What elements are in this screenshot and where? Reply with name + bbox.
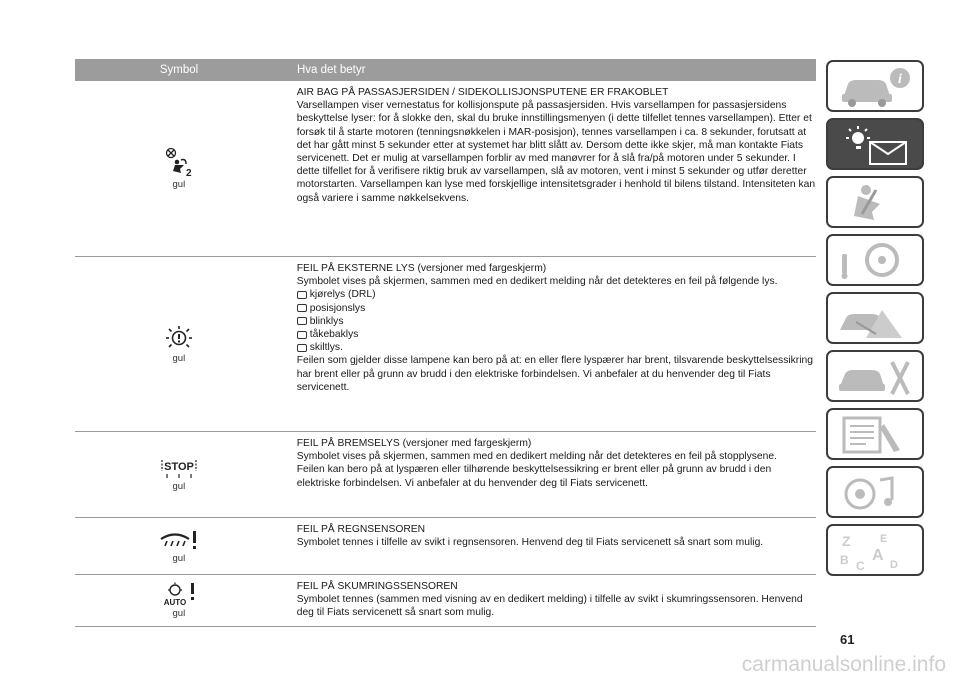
row-text: Feilen kan bero på at lyspæren eller tilhørende beskyttelsessikring er brent eller på grunn av brudd i den elektriske forbindelsen. Vi anbefaler at du henvender deg til Fiats servicenett. [296, 464, 772, 489]
light-bullet-icon [297, 317, 307, 325]
table-header [75, 59, 816, 81]
symbol-color-label: gul [172, 481, 186, 492]
row-title: AIR BAG PÅ PASSASJERSIDEN / SIDEKOLLISJONSPUTENE ER FRAKOBLET [296, 87, 669, 98]
tab-multimedia[interactable] [826, 466, 924, 518]
svg-text:C: C [856, 559, 865, 572]
svg-text:A: A [872, 547, 884, 564]
symbol-cell [75, 575, 283, 626]
symbol-cell [75, 81, 283, 256]
table-row [75, 575, 816, 627]
table-row [75, 432, 816, 518]
auto-icon-text: AUTO [163, 598, 187, 606]
stop-light-fault-icon [159, 457, 199, 479]
tab-maintenance[interactable] [826, 350, 924, 402]
row-title: FEIL PÅ BREMSELYS (versjoner med fargeskjerm) [296, 438, 532, 449]
tab-car-info[interactable] [826, 60, 924, 112]
row-text: Symbolet tennes (sammen med visning av en dedikert melding) i tilfelle av svikt i skumringssensoren. Henvend deg til Fiats servicenett så snart som mulig. [296, 594, 803, 619]
svg-text:Z: Z [842, 533, 851, 549]
meaning-cell [283, 518, 816, 574]
tab-emergency[interactable] [826, 292, 924, 344]
rain-sensor-fault-icon [159, 529, 199, 551]
light-bullet-icon [297, 331, 307, 339]
meaning-cell [283, 81, 816, 256]
multimedia-icon [836, 472, 916, 514]
row-title: FEIL PÅ SKUMRINGSSENSOREN [296, 581, 458, 592]
row-text: Varsellampen viser vernestatus for kollisjonspute på passasjersiden. Hvis varsellampen for passasjersidens beskyttelse lyser: for å slokke den, skal du bruke innstillingsmenyen (i dette tilfellet tennes varsellampen). Etter et forsøk til å starte motoren (tenningsnøkkelen i MAR-posisjon), tennes varsellampen i ca. 8 sekunder, forutsatt at det har gått minst 5 sekunder etter at systemet har blitt slått av. Dersom dette ikke skjer, må man kontakte Fiats servicenett. Det er mulig at varsellampen forblir av med manøvrer for å slå fra/på motoren under 5 sekunder. I dette tilfellet for å verifisere riktig bruk av varsellampen, slå av motoren, vent i minst 5 sekunder og utfør deretter motorstarten. Varsellampen kan lyse med forskjellige intensitetsgrader i henhold til bilens tilstand. Intensiteten kan også variere i samme nøkkelsekvens. [296, 100, 816, 204]
table-row [75, 81, 816, 257]
table-row [75, 257, 816, 432]
symbol-color-label: gul [172, 179, 186, 190]
steering-key-icon [836, 240, 916, 282]
row-text: Symbolet tennes i tilfelle av svikt i regnsensoren. Henvend deg til Fiats servicenett så snart som mulig. [296, 537, 764, 549]
list-item-label: tåkebaklys [309, 329, 359, 341]
meaning-cell [283, 432, 816, 517]
passenger-airbag-off-icon [164, 147, 194, 177]
svg-text:2: 2 [185, 168, 192, 177]
svg-text:E: E [880, 533, 888, 545]
twilight-sensor-fault-icon [161, 582, 197, 606]
symbol-cell [75, 518, 283, 574]
list-item-label: blinklys [309, 315, 344, 327]
car-info-icon [836, 66, 916, 108]
svg-text:i: i [898, 72, 902, 87]
chapter-sidebar [826, 60, 928, 582]
table-row [75, 518, 816, 575]
row-text: Symbolet vises på skjermen, sammen med en dedikert melding når det detekteres en feil på følgende lys. [296, 276, 778, 288]
symbol-color-label: gul [172, 352, 186, 364]
meaning-cell [283, 257, 816, 431]
watermark: carmanualsonline.info [741, 653, 946, 676]
row-title: FEIL PÅ EKSTERNE LYS (versjoner med fargeskjerm) [296, 263, 547, 274]
header-symbol: Symbol [159, 64, 199, 76]
exterior-light-fault-icon [165, 325, 193, 351]
emergency-icon [836, 298, 916, 340]
maintenance-icon [836, 356, 916, 398]
symbol-color-label: gul [172, 608, 186, 619]
light-bullet-icon [297, 344, 307, 352]
header-meaning: Hva det betyr [297, 64, 366, 76]
warning-lights-messages-icon [836, 124, 916, 166]
tab-technical-data[interactable] [826, 408, 924, 460]
row-title: FEIL PÅ REGNSENSOREN [296, 524, 426, 535]
symbol-color-label: gul [172, 552, 186, 564]
list-item [297, 302, 816, 315]
meaning-cell [283, 575, 816, 626]
symbol-cell [75, 257, 283, 431]
list-item-label: posisjonslys [309, 302, 366, 314]
list-item [297, 341, 816, 354]
light-bullet-icon [297, 304, 307, 312]
warning-lights-table [75, 59, 816, 627]
list-item [297, 328, 816, 341]
svg-text:B: B [840, 553, 849, 567]
tab-warning-lights[interactable] [826, 118, 924, 170]
tab-index[interactable] [826, 524, 924, 576]
row-text: Symbolet vises på skjermen, sammen med en dedikert melding når det detekteres en feil på stopplysene. [296, 451, 777, 463]
list-item-label: skiltlys. [309, 342, 343, 354]
tab-starting-driving[interactable] [826, 234, 924, 286]
technical-data-icon [836, 414, 916, 456]
svg-text:D: D [890, 559, 898, 571]
list-item [297, 288, 816, 301]
list-item [297, 315, 816, 328]
list-item-label: kjørelys (DRL) [309, 289, 376, 301]
symbol-cell [75, 432, 283, 517]
row-text: Feilen som gjelder disse lampene kan bero på at: en eller flere lyspærer har brent, tilsvarende beskyttelsessikring har brent eller på grunn av brudd i den elektriske forbindelsen. Vi anbefaler at du henvender deg til Fiats servicenett. [296, 355, 813, 393]
light-bullet-icon [297, 291, 307, 299]
index-icon [836, 530, 916, 572]
safety-seat-icon [836, 182, 916, 224]
page-number: 61 [840, 632, 855, 647]
tab-safety[interactable] [826, 176, 924, 228]
stop-icon-text: STOP [163, 461, 194, 473]
